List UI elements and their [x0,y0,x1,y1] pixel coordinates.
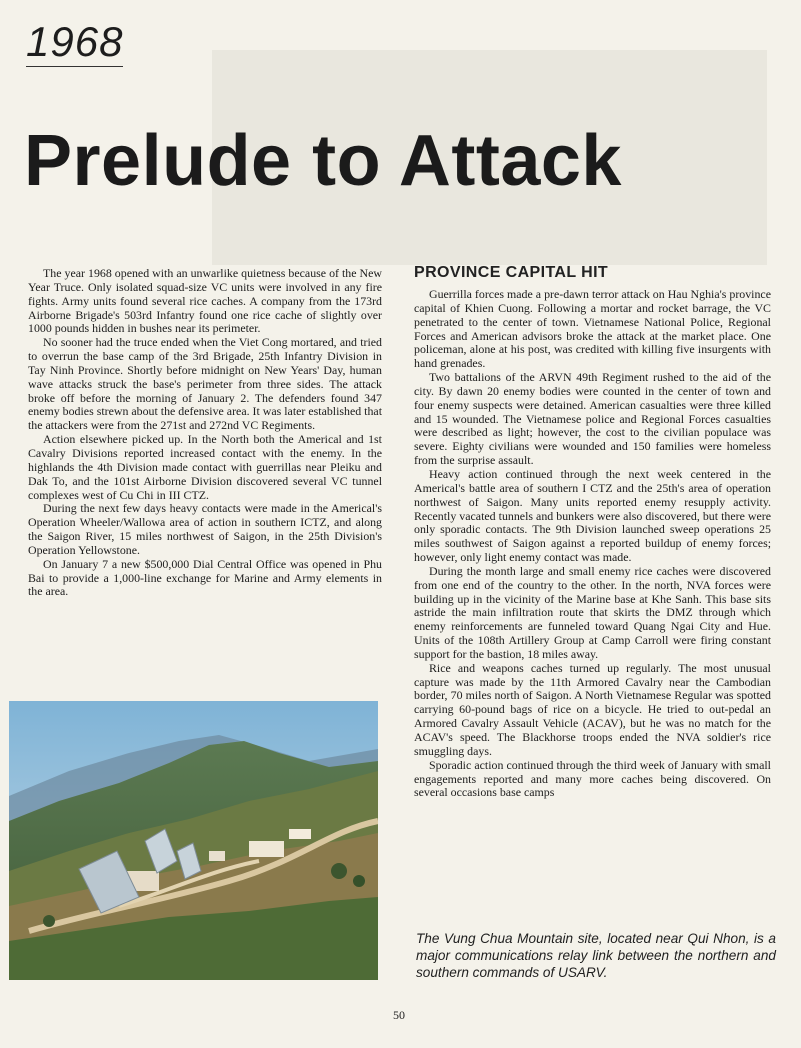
photo-caption: The Vung Chua Mountain site, located near Qui Nhon, is a major communications relay link between the northern and southern commands of USARV. [416,931,776,980]
right-paragraph-2: Two battalions of the ARVN 49th Regiment rushed to the aid of the city. By dawn 20 enemy bodies were counted in the center of town and four enemy suspects were detained. American casualties were three killed and 15 wounded. The Vietnamese police and Regional Forces casualties were described as light; however, the cost to the civilian populace was severe. Eighty civilians were wounded and 150 families were homeless from the surprise assault. [414,370,771,468]
left-paragraph-4: During the next few days heavy contacts were made in the Americal's Operation Wheeler/Wallowa area of action in southern ICTZ, and along the Saigon River, 15 miles northwest of Saigon, in the 25th Division's Operation Yellowstone. [28,501,382,557]
left-paragraph-1: The year 1968 opened with an unwarlike quietness because of the New Year Truce. Only isolated squad-size VC units were involved in any fire fights. Army units found several rice caches. A company from the 173rd Airborne Brigade's 503rd Infantry found one rice cache of slightly over 1000 pounds hidden in bushes near its perimeter. [28,266,382,336]
right-paragraph-5: Rice and weapons caches turned up regularly. The most unusual capture was made by the 11th Armored Cavalry near the Cambodian border, 70 miles north of Saigon. A North Vietnamese Regular was spotted carrying 60-pound bags of rice on a bicycle. He tried to out-pedal an Armored Cavalry Assault Vehicle (ACAV), but he was no match for the ACAV's speed. The Blackhorse troops ended the NVA soldier's rice smuggling days. [414,660,771,758]
year-underline [26,66,123,67]
page-title: Prelude to Attack [24,121,622,201]
right-paragraph-4: During the month large and small enemy rice caches were discovered from one end of the country to the other. In the north, NVA forces were building up in the vicinity of the Marine base at Khe Sanh. This base sits astride the main infiltration route that skirts the DMZ through which enemy reinforcements are funneled toward Quang Ngai City and Hue. Units of the 108th Artillery Group at Camp Carroll were firing constant support for the bastion, 18 miles away. [414,563,771,661]
right-paragraph-1: Guerrilla forces made a pre-dawn terror attack on Hau Nghia's province capital of Khien Cuong. Following a mortar and rocket barrage, the VC penetrated to the center of town. Vietnamese National Police, Regional Forces and American advisors broke the attack at the market place. One policeman, alone at his post, was credited with killing five insurgents with hand grenades. [414,287,771,371]
year-label: 1968 [26,18,124,65]
right-paragraph-6: Sporadic action continued through the third week of January with small engagements reported and many more caches being discovered. On several occasions base camps [414,757,771,800]
left-paragraph-5: On January 7 a new $500,000 Dial Central Office was opened in Phu Bai to provide a 1,000-line exchange for Marine and Army elements in the area. [28,556,382,599]
section-heading: PROVINCE CAPITAL HIT [414,264,609,281]
right-column [414,288,771,800]
mountain-communications-site-photo [9,701,378,980]
page-number: 50 [393,1008,405,1022]
left-paragraph-3: Action elsewhere picked up. In the North both the Americal and 1st Cavalry Divisions reported increased contact with the enemy. In the highlands the 4th Division made contact with guerrillas near Pleiku and Dak To, and the 101st Airborne Division discovered several VC tunnel complexes west of Cu Chi in III CTZ. [28,432,382,502]
photo-illustration [9,701,378,980]
left-paragraph-2: No sooner had the truce ended when the Viet Cong mortared, and tried to overrun the base camp of the 3rd Brigade, 25th Infantry Division in Tay Ninh Province. Shortly before midnight on New Years' Day, human wave attacks struck the base's perimeter from three sides. The attack broke off before the morning of January 2. The defenders found 347 enemy bodies strewn about the defensive area. It was later established that the attackers were from the 271st and 272nd VC Regiments. [28,335,382,433]
right-paragraph-3: Heavy action continued through the next week centered in the Americal's battle area of southern I CTZ and the 25th's area of operation northwest of Saigon. Many units reported enemy resupply activity. Recently vacated tunnels and bunkers were also discovered, but there were only sporadic contacts. The 9th Division launched sweep operations 25 miles southwest of Saigon against a reported buildup of enemy forces; however, only light enemy contact was made. [414,466,771,565]
left-column [28,267,382,599]
